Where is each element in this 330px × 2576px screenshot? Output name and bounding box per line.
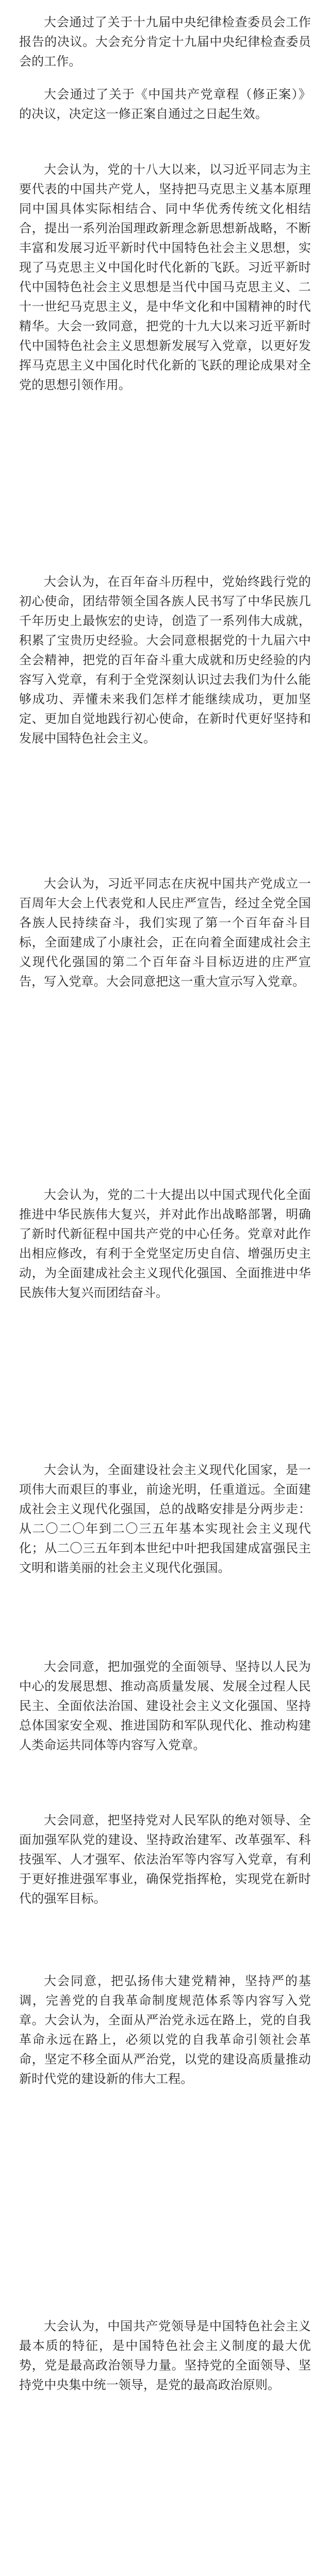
article-paragraph: 大会认为，在百年奋斗历程中，党始终践行党的初心使命，团结带领全国各族人民书写了中华民族几千年历史上最恢宏的史诗，创造了一系列伟大成就，积累了宝贵历史经验。大会同意根据党的十九届六中全会精神，把党的百年奋斗重大成就和历史经验的内容写入党章，有利于全党深刻认识过去我们为什么能够成功、弄懂未来我们怎样才能继续成功，更加坚定、更加自觉地践行初心使命，在新时代更好坚持和发展中国特色社会主义。: [19, 574, 311, 745]
article-paragraph: 大会认为，党的二十大提出以中国式现代化全面推进中华民族伟大复兴，并对此作出战略部署，明确了新时代新征程中国共产党的中心任务。党章对此作出相应修改，有利于全党坚定历史自信、增强历史主动，为全面建成社会主义现代化强国、全面推进中华民族伟大复兴而团结奋斗。: [19, 1188, 311, 1300]
article-paragraph: 大会同意，把弘扬伟大建党精神，坚持严的基调，完善党的自我革命制度规范体系等内容写入党章。大会认为，全面从严治党永远在路上，党的自我革命永远在路上，必须以党的自我革命引领社会革命，坚定不移全面从严治党，以党的建设高质量推动新时代党的建设新的伟大工程。: [19, 1974, 311, 2086]
article-paragraph: 大会认为，全面建设社会主义现代化国家，是一项伟大而艰巨的事业，前途光明，任重道远。全面建成社会主义现代化强国，总的战略安排是分两步走：从二〇二〇年到二〇三五年基本实现社会主义现代化；从二〇三五年到本世纪中叶把我国建成富强民主文明和谐美丽的社会主义现代化强国。: [19, 1463, 311, 1575]
article-paragraph: 大会认为，习近平同志在庆祝中国共产党成立一百周年大会上代表党和人民庄严宣告，经过全党全国各族人民持续奋斗，我们实现了第一个百年奋斗目标，全面建成了小康社会，正在向着全面建成社会主义现代化强国的第二个百年奋斗目标迈进的庄严宣告，写入党章。大会同意把这一重大宣示写入党章。: [19, 876, 311, 989]
article-paragraph: 大会同意，把加强党的全面领导、坚持以人民为中心的发展思想、推动高质量发展、发展全过程人民民主、全面依法治国、建设社会主义文化强国、坚持总体国家安全观、推进国防和军队现代化、推动构建人类命运共同体等内容写入党章。: [19, 1659, 311, 1752]
article-paragraph: 大会通过了关于《中国共产党章程（修正案）》的决议，决定这一修正案自通过之日起生效。: [19, 87, 311, 121]
article-body: [0, 12, 330, 2576]
article-paragraph: 大会认为，党的十八大以来，以习近平同志为主要代表的中国共产党人，坚持把马克思主义基本原理同中国具体实际相结合、同中华优秀传统文化相结合，提出一系列治国理政新理念新思想新战略，不断丰富和发展习近平新时代中国特色社会主义思想，实现了马克思主义中国化时代化新的飞跃。习近平新时代中国特色社会主义思想是当代中国马克思主义、二十一世纪马克思主义，是中华文化和中国精神的时代精华。大会一致同意，把党的十九大以来习近平新时代中国特色社会主义思想新发展写入党章，以更好发挥马克思主义中国化时代化新的飞跃的理论成果对全党的思想引领作用。: [19, 162, 311, 392]
article-paragraph: 大会认为，中国共产党领导是中国特色社会主义最本质的特征，是中国特色社会主义制度的最大优势，党是最高政治领导力量。坚持党的全面领导、坚持党中央集中统一领导，是党的最高政治原则。: [19, 2319, 311, 2392]
article-paragraph: 大会通过了关于十九届中央纪律检查委员会工作报告的决议。大会充分肯定十九届中央纪律检查委员会的工作。: [19, 15, 311, 69]
article-paragraph: 大会同意，把坚持党对人民军队的绝对领导、全面加强军队党的建设、坚持政治建军、改革强军、科技强军、人才强军、依法治军等内容写入党章，有利于更好推进强军事业，确保党指挥枪，实现党在新时代的强军目标。: [19, 1813, 311, 1906]
